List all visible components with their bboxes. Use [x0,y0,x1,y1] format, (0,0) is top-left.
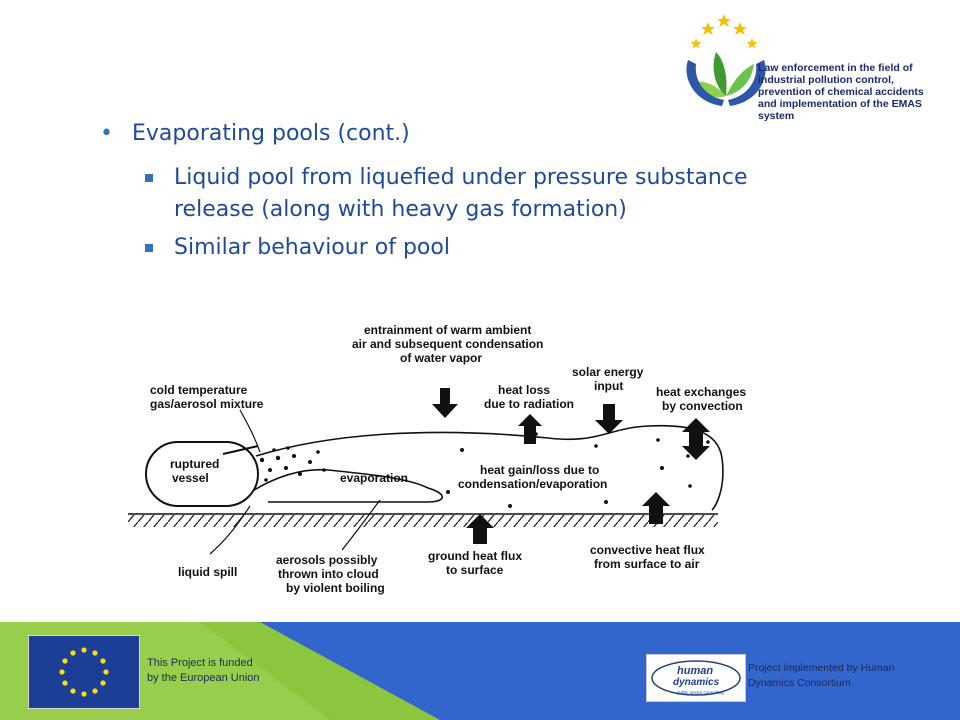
project-logo [680,8,948,122]
slide-body [100,118,760,264]
logo-caption-line: and implementation of the EMAS system [758,98,922,122]
ground-hatching [128,515,718,527]
heat-gain-loss-label: heat gain/loss due to condensation/evaporation [458,463,608,491]
hd-logo-tagline: public sector consulting [677,690,724,695]
heat-exchange-arrow [682,418,710,460]
implemented-by-text [748,661,894,691]
eu-flag-icon [28,635,140,709]
heat-exchange-label: heat exchanges by convection [656,385,747,413]
logo-caption-line: industrial pollution control, [758,74,894,86]
funded-line: This Project is funded [147,657,253,669]
funded-line: by the European Union [147,672,260,684]
logo-caption [758,62,948,122]
entrainment-label: entrainment of warm ambient air and subsequent condensation of water vapor [352,323,544,365]
sub-bullet-text: Similar behaviour of pool [174,235,450,260]
evaporating-pool-diagram [128,318,768,608]
solar-energy-label: solar energy input [572,365,644,393]
main-bullet-text: Evaporating pools (cont.) [132,121,410,146]
sub-bullet-text: Liquid pool from liquefied under pressure substance release (along with heavy gas formation) [174,165,748,222]
hands-leaves-icon [680,8,770,110]
heat-loss-label: heat loss due to radiation [484,383,574,411]
logo-caption-line: Law enforcement in the field of [758,62,913,74]
evaporation-label: evaporation [340,471,409,485]
funded-by-eu-text [147,656,260,686]
cold-temperature-label: cold temperature gas/aerosol mixture [150,383,264,411]
sub-bullet [100,232,760,264]
convective-heat-flux-label: convective heat flux from surface to air [590,543,705,571]
solar-energy-arrow [595,404,623,434]
square-bullet-icon [145,244,153,252]
human-dynamics-logo [646,654,746,702]
implemented-line: Project implemented by Human [748,662,895,674]
sub-bullet [100,162,760,226]
main-bullet [100,118,760,150]
entrainment-arrow [432,388,458,418]
ground-heat-flux-label: ground heat flux to surface [428,549,522,577]
ruptured-vessel-label: ruptured vessel [170,457,220,485]
implemented-line: Dynamics Consortium [748,677,851,689]
hd-logo-word: dynamics [673,677,720,688]
square-bullet-icon [145,174,153,182]
bullet-dot: • [100,121,113,146]
hd-logo-word: human [677,665,714,677]
logo-caption-line: prevention of chemical accidents [758,86,924,98]
heat-loss-arrow [518,414,542,444]
aerosols-label: aerosols possibly thrown into cloud by violent boiling [276,553,385,595]
liquid-spill-label: liquid spill [178,565,238,579]
